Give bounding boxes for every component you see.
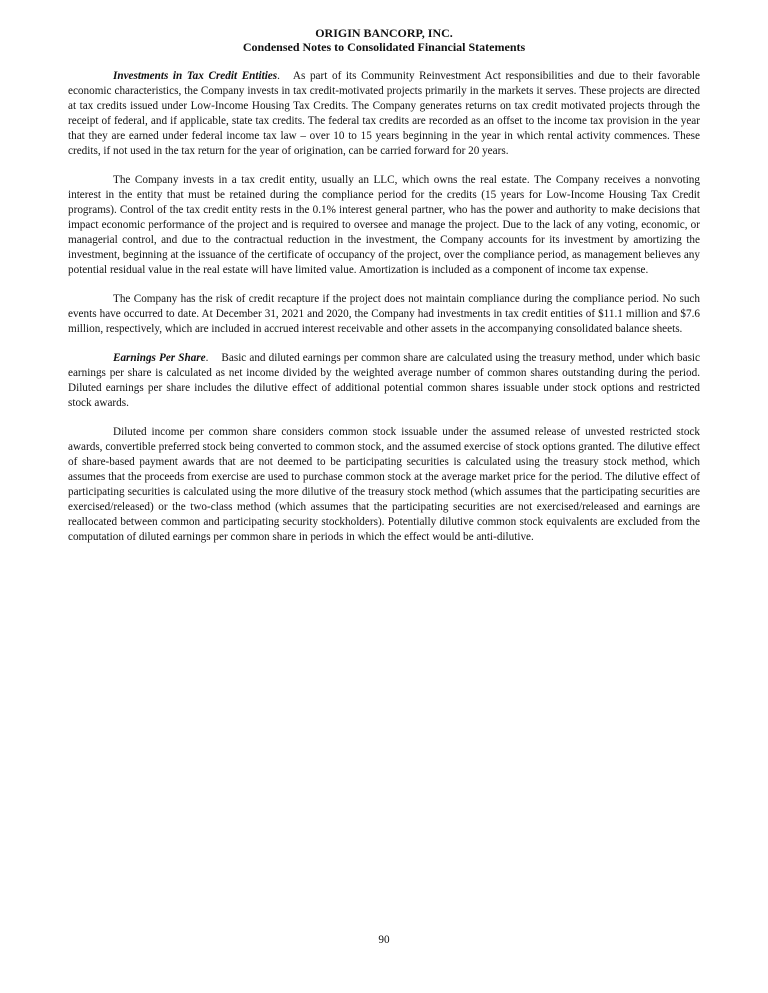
document-subtitle: Condensed Notes to Consolidated Financial Statements bbox=[242, 40, 526, 54]
paragraph-text: As part of its Community Reinvestment Act responsibilities and due to their favorable economic characteristics, the Company invests in tax credit-motivated projects primarily in the markets it serves. These projects are directed at tax credits issued under Low-Income Housing Tax Credits. The Company generates returns on tax credit motivated projects through the receipt of federal, and if applicable, state tax credits. The federal tax credits are recorded as an offset to the income tax provision in the year that they are earned under federal income tax law – over 10 to 15 years beginning in the year in which rental activity commences. These credits, if not used in the tax return for the year of origination, can be carried forward for 20 years. bbox=[68, 70, 700, 157]
paragraph-diluted-income bbox=[68, 425, 700, 545]
paragraph-credit-recapture bbox=[68, 292, 700, 337]
company-name: ORIGIN BANCORP, INC. bbox=[315, 26, 453, 40]
paragraph-text: The Company invests in a tax credit entity, usually an LLC, which owns the real estate. The Company receives a nonvoting interest in the entity that must be retained during the compliance period for the credits (15 years for Low-Income Housing Tax Credit programs). Control of the tax credit entity rests in the 0.1% interest general partner, who has the power and authority to make decisions that impact economic performance of the project and is required to oversee and manage the project. Due to the lack of any voting, economic, or managerial control, and due to the contractual reduction in the investment, the Company accounts for its investment by amortizing the investment, beginning at the issuance of the certificate of occupancy of the project, over the compliance period, as management believes any potential residual value in the real estate will have limited value. Amortization is included as a component of income tax expense. bbox=[68, 174, 700, 276]
paragraph-heading: Earnings Per Share bbox=[113, 352, 206, 364]
paragraph-text: Basic and diluted earnings per common share are calculated using the treasury method, under which basic earnings per share is calculated as net income divided by the weighted average number of common shares outstanding during the period. Diluted earnings per share includes the dilutive effect of additional potential common shares issuable under stock options and restricted stock awards. bbox=[68, 352, 700, 409]
page-number: 90 bbox=[378, 934, 390, 946]
paragraph-tax-credit-entities: Investments in Tax Credit Entities. As part of its Community Reinvestment Act responsibilities and due to their favorable economic characteristics, the Company invests in tax credit-motivated projects primarily in the markets it serves. These projects are directed at tax credits issued under Low-Income Housing Tax Credits. The Company generates returns on tax credit motivated projects through the receipt of federal, and if applicable, state tax credits. The federal tax credits are recorded as an offset to the income tax provision in the year that they are earned under federal income tax law – over 10 to 15 years beginning in the year in which rental activity commences. These credits, if not used in the tax return for the year of origination, can be carried forward for 20 years. bbox=[68, 70, 700, 157]
notes-body bbox=[68, 69, 700, 545]
paragraph-tax-credit-accounting bbox=[68, 173, 700, 278]
document-page bbox=[68, 26, 700, 559]
paragraph-text: The Company has the risk of credit recapture if the project does not maintain compliance during the compliance period. No such events have occurred to date. At December 31, 2021 and 2020, the Company had investments in tax credit entities of $11.1 million and $7.6 million, respectively, which are included in accrued interest receivable and other assets in the accompanying consolidated balance sheets. bbox=[68, 293, 700, 335]
paragraph-heading: Investments in Tax Credit Entities bbox=[113, 70, 278, 82]
paragraph-text: Diluted income per common share considers common stock issuable under the assumed release of unvested restricted stock awards, convertible preferred stock being converted to common stock, and the assumed exercise of stock options granted. The dilutive effect of share-based payment awards that are not deemed to be participating securities is calculated using the treasury stock method, which assumes that the proceeds from exercise are used to purchase common stock at the average market price for the period. The dilutive effect of participating securities is calculated using the more dilutive of the treasury stock method (which assumes that the participating securities are exercised/released) or the two-class method (which assumes that the participating securities are not exercised/released and earnings are reallocated between common and participating security stockholders). Potentially dilutive common stock equivalents are excluded from the computation of diluted earnings per common share in periods in which the effect would be anti-dilutive. bbox=[68, 426, 700, 543]
paragraph-earnings-per-share: Earnings Per Share. Basic and diluted earnings per common share are calculated using the treasury method, under which basic earnings per share is calculated as net income divided by the weighted average number of common shares outstanding during the period. Diluted earnings per share includes the dilutive effect of additional potential common shares issuable under stock options and restricted stock awards. bbox=[68, 352, 700, 409]
page-header bbox=[68, 26, 700, 54]
